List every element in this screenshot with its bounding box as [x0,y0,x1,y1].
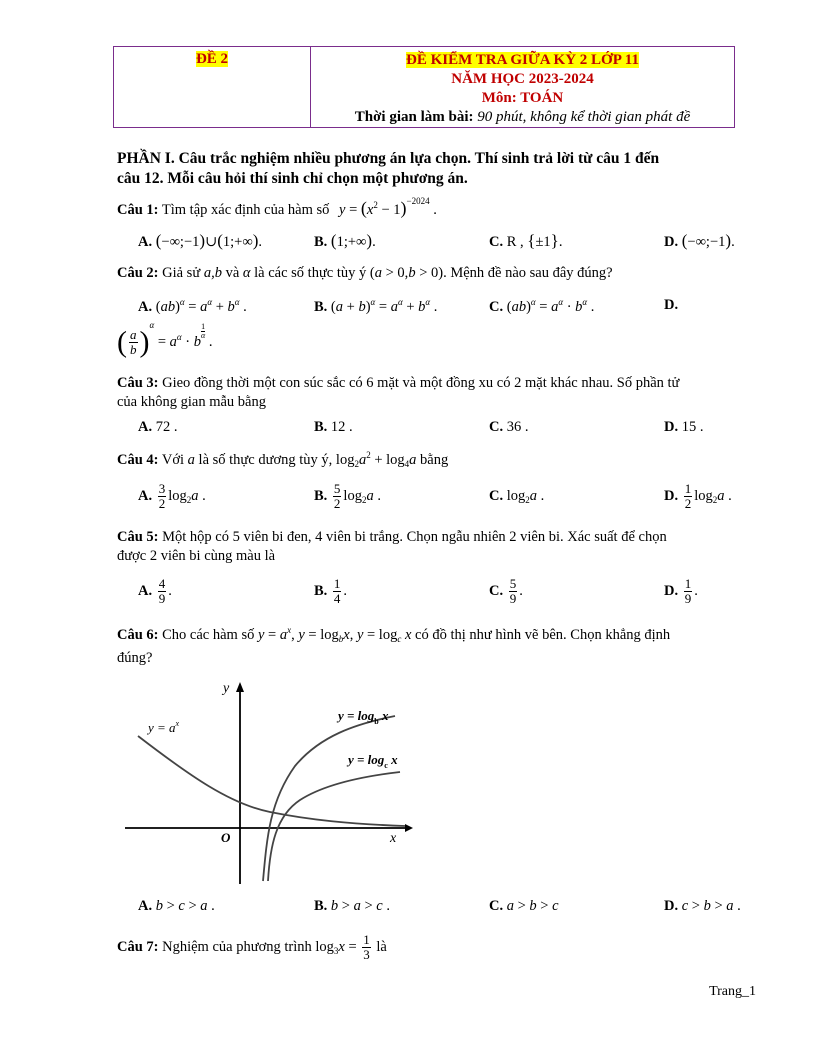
q6-option-d[interactable]: D. c > b > a . [664,898,741,914]
q3-option-c[interactable]: C. 36 . [489,419,529,435]
curve-log-b [263,716,395,881]
curve-log-c [268,772,400,881]
question-4: Câu 4: Với a là số thực dương tùy ý, $\log_2a^2 + \log_4a$ bằng [117,450,449,469]
exam-time: Thời gian làm bài: 90 phút, không kể thời gian phát đề [354,109,691,125]
q5-option-c[interactable]: C. $\frac{5}{9}$ . [489,576,523,606]
part1-title-line1: PHẦN I. Câu trắc nghiệm nhiều phương án lựa chọn. Thí sinh trả lời từ câu 1 đến [117,150,660,167]
q2-option-a[interactable]: A. $(ab)^\alpha = a^\alpha + b^\alpha$ . [138,297,247,315]
q3-option-a[interactable]: A. 72 . [138,419,178,435]
label-log-b: $y = \log_b x$ [338,708,389,726]
exam-title: ĐỀ KIỂM TRA GIỮA KỲ 2 LỚP 11 [406,52,639,68]
question-1: Câu 1: Tìm tập xác định của hàm số $y = (x^2 - 1)^{-2024}$ . [117,196,437,218]
question-5-line2: được 2 viên bi cùng màu là [117,548,276,564]
q4-option-c[interactable]: C. $\log_2a$ . [489,488,545,505]
part1-title-line2: câu 12. Mỗi câu hỏi thí sinh chỉ chọn một phương án. [117,170,468,187]
page-footer: Trang_1 [709,984,756,999]
exam-header [113,46,735,128]
exam-code: ĐỀ 2 [195,51,229,67]
q1-option-c[interactable]: C. R , {±1}. [489,231,563,250]
q2-option-c[interactable]: C. $(ab)^\alpha = a^\alpha \cdot b^\alpha$ . [489,297,595,315]
question-2: Câu 2: Giả sử a,b và α là các số thực tùy ý (a > 0,b > 0). Mệnh đề nào sau đây đúng? [117,265,613,281]
x-axis-arrow [405,824,413,832]
question-6: Câu 6: Cho các hàm số $y = a^x$, $y = \log_bx$, $y = \log_c x$ có đồ thị như hình vẽ bên. Chọn khẳng định [117,625,671,644]
question-3: Câu 3: Gieo đồng thời một con súc sắc có 6 mặt và một đồng xu có 2 mặt khác nhau. Số phần tử [117,375,680,391]
label-a-x: $y = a^x$ [148,719,180,735]
question-3-line2: của không gian mẫu bằng [117,394,266,410]
q6-option-a[interactable]: A. b > c > a . [138,898,215,914]
q3-option-d[interactable]: D. 15 . [664,419,704,435]
function-graph [120,676,420,886]
question-7: Câu 7: Nghiệm của phương trình $\log_3x$ = $\frac{1}{3}$ là [117,932,387,962]
label-log-c: $y = \log_c x$ [348,752,398,770]
q2-option-d[interactable]: ( $\frac{a}{b}$ )$^\alpha = a^\alpha \cdot b$ $\frac{1}{\alpha}$ . [117,320,213,359]
y-axis-label: y [223,681,230,696]
q4-option-a[interactable]: A. $\frac{3}{2}$ $\log_2a$ . [138,481,206,511]
school-year: NĂM HỌC 2023-2024 [451,71,594,87]
q4-option-d[interactable]: D. $\frac{1}{2}$ $\log_2a$ . [664,481,732,511]
q5-option-b[interactable]: B. $\frac{1}{4}$ . [314,576,348,606]
q2-option-b[interactable]: B. $(a + b)^\alpha = a^\alpha + b^\alpha$ . [314,297,438,315]
question-5: Câu 5: Một hộp có 5 viên bi đen, 4 viên bi trắng. Chọn ngẫu nhiên 2 viên bi. Xác suất để chọn [117,529,667,545]
exam-title-cell [311,47,734,127]
q1-option-d[interactable]: D. (−∞;−1). [664,231,735,250]
origin-label: O [221,830,231,845]
y-axis-arrow [236,682,244,692]
q1-option-b[interactable]: B. (1;+∞). [314,231,376,250]
q6-option-c[interactable]: C. a > b > c [489,898,559,914]
q4-option-b[interactable]: B. $\frac{5}{2}$ $\log_2a$ . [314,481,381,511]
q2-option-d-label[interactable]: D. [664,297,679,313]
q6-option-b[interactable]: B. b > a > c . [314,898,390,914]
q5-option-a[interactable]: A. $\frac{4}{9}$ . [138,576,172,606]
q5-option-d[interactable]: D. $\frac{1}{9}$ . [664,576,698,606]
q1-option-a[interactable]: A. (−∞;−1)∪(1;+∞). [138,231,262,250]
curve-a-x [138,736,405,826]
x-axis-label: x [390,831,397,846]
q3-option-b[interactable]: B. 12 . [314,419,353,435]
question-6-line2: đúng? [117,650,153,666]
exam-code-cell [114,47,311,127]
subject: Môn: TOÁN [481,90,564,106]
